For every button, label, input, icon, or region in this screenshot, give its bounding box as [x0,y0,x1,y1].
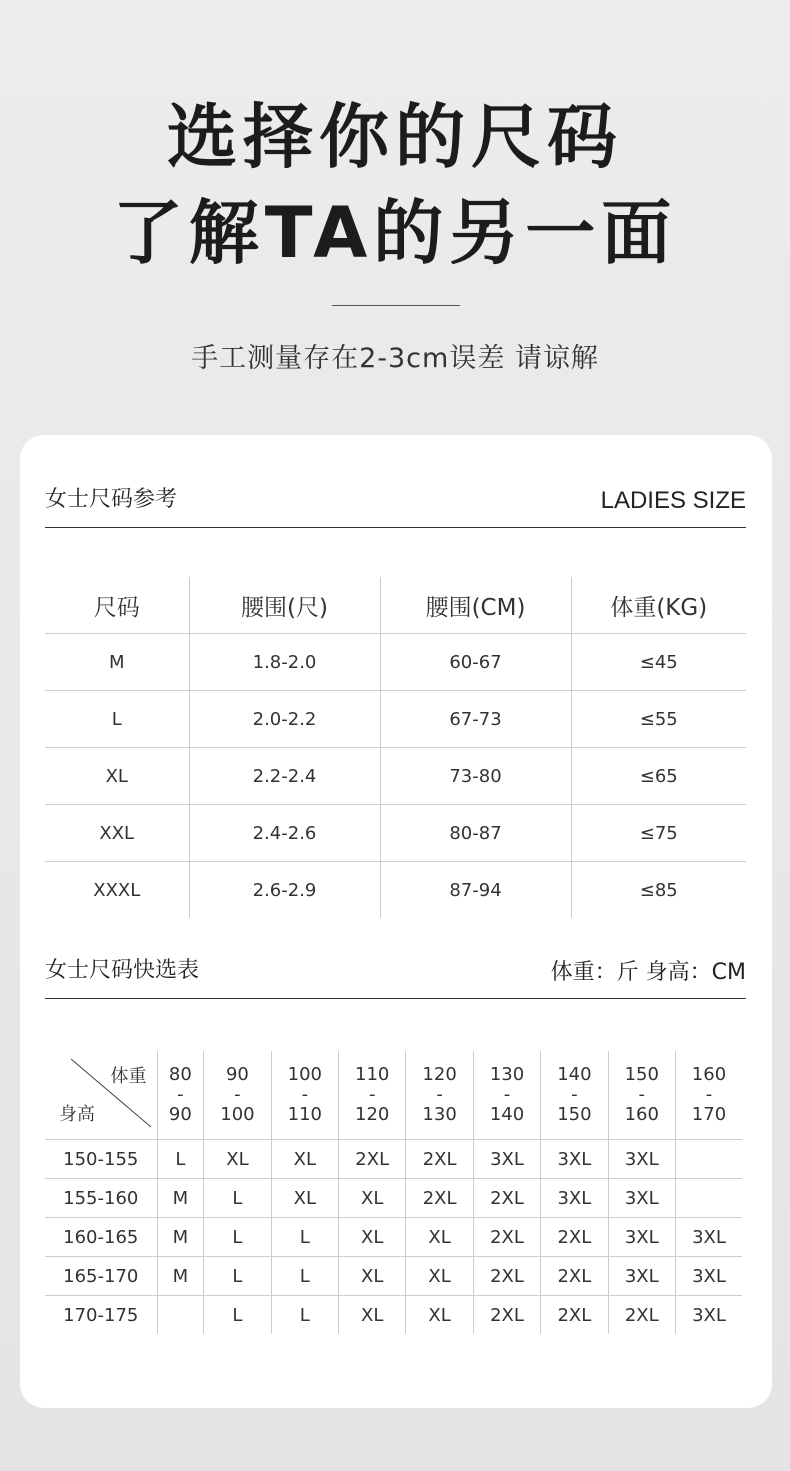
table-cell: ≤55 [571,691,746,748]
height-range-cell: 150-155 [45,1140,157,1179]
size-cell: 2XL [473,1179,540,1218]
table-cell: XXXL [45,862,189,919]
size-cell: XL [339,1257,406,1296]
section1-title-en: LADIES SIZE [600,487,746,514]
size-cell: 2XL [608,1296,675,1335]
section2-unit-note: 体重：斤 身高：CM [550,960,746,985]
weight-range-part: 110 [287,1104,322,1125]
corner-cell [45,1051,157,1140]
table-cell: 60-67 [380,634,571,691]
weight-range-header [541,1051,608,1140]
size-cell: 3XL [675,1257,742,1296]
size-cell: 2XL [473,1218,540,1257]
header-waist-cm: 腰围(CM) [380,577,571,634]
table-cell: 87-94 [380,862,571,919]
weight-range-part: 140 [489,1104,525,1125]
table-cell: L [45,691,189,748]
size-cell: M [157,1257,204,1296]
weight-range-header [339,1051,406,1140]
weight-range-part: 80 [168,1064,192,1085]
height-range-cell: 165-170 [45,1257,157,1296]
quick-select-table [45,1051,742,1334]
weight-range-part: 120 [355,1104,390,1125]
section1-header [45,487,746,528]
size-cell: L [271,1218,338,1257]
size-cell: 2XL [406,1140,473,1179]
table-cell: 73-80 [380,748,571,805]
table-cell: ≤85 [571,862,746,919]
table-row [45,691,746,748]
table-cell: 80-87 [380,805,571,862]
size-cell: XL [339,1218,406,1257]
size-cell: 3XL [675,1296,742,1335]
size-cell: 3XL [675,1218,742,1257]
weight-range-part: 160 [624,1104,659,1125]
size-cell: L [271,1257,338,1296]
weight-range-header [157,1051,204,1140]
table-row [45,1296,742,1335]
hero-title-line1: 选择你的尺码 [167,96,623,178]
weight-range-part: - [571,1084,578,1105]
size-cell: 2XL [473,1296,540,1335]
table-cell: ≤65 [571,748,746,805]
size-cell: L [204,1296,271,1335]
size-cell: 2XL [339,1140,406,1179]
weight-range-part: 160 [691,1064,727,1085]
hero-title-line2: 了解TA的另一面 [112,192,678,274]
weight-range-part: - [705,1084,713,1105]
table-row [45,634,746,691]
weight-range-header [675,1051,742,1140]
weight-range-part: 150 [624,1064,659,1085]
table-row [45,1218,742,1257]
weight-range-part: 130 [422,1104,457,1125]
size-cell: L [204,1179,271,1218]
size-cell: 2XL [541,1218,608,1257]
size-cell: 2XL [541,1257,608,1296]
size-cell: 3XL [608,1140,675,1179]
ladies-size-table [45,577,746,918]
size-cell: 3XL [608,1179,675,1218]
corner-height-label: 身高 [59,1104,95,1125]
weight-range-header [271,1051,338,1140]
height-range-cell: 155-160 [45,1179,157,1218]
size-cell: XL [406,1218,473,1257]
weight-range-header [473,1051,540,1140]
size-cell: L [271,1296,338,1335]
size-cell [675,1140,742,1179]
section2-title: 女士尺码快选表 [45,958,200,983]
size-cell: 3XL [541,1179,608,1218]
weight-range-header [608,1051,675,1140]
weight-range-part: 130 [489,1064,525,1085]
size-cell: 3XL [608,1218,675,1257]
table-cell: 2.0-2.2 [189,691,380,748]
size-cell: L [157,1140,204,1179]
table-row [45,1140,742,1179]
size-cell: XL [406,1296,473,1335]
size-cell: 2XL [473,1257,540,1296]
table-cell: ≤45 [571,634,746,691]
table-row [45,805,746,862]
size-cell: 3XL [541,1140,608,1179]
table-cell: 2.6-2.9 [189,862,380,919]
weight-range-header [406,1051,473,1140]
size-cell: XL [204,1140,271,1179]
size-cell: L [204,1218,271,1257]
weight-range-part: 100 [220,1104,255,1125]
table-cell: 2.4-2.6 [189,805,380,862]
weight-range-part: 170 [691,1104,727,1125]
table-cell: XXL [45,805,189,862]
table-cell: M [45,634,189,691]
weight-range-part: 90 [168,1104,192,1125]
weight-range-header [204,1051,271,1140]
weight-range-part: - [436,1084,443,1105]
header-size: 尺码 [45,577,189,634]
section1-title: 女士尺码参考 [45,487,178,512]
hero-subtitle: 手工测量存在2-3cm误差 请谅解 [191,343,599,374]
table-row [45,748,746,805]
table-cell: 67-73 [380,691,571,748]
size-cell: XL [406,1257,473,1296]
height-range-cell: 160-165 [45,1218,157,1257]
weight-range-part: 120 [422,1064,457,1085]
weight-range-part: - [177,1084,184,1105]
section2-header [45,958,746,999]
hero-divider [332,305,460,306]
table-row [45,1179,742,1218]
table-cell: 1.8-2.0 [189,634,380,691]
weight-range-part: - [368,1084,376,1105]
size-cell [157,1296,204,1335]
weight-range-part: - [301,1084,309,1105]
header-waist-chi: 腰围(尺) [189,577,380,634]
header-weight-kg: 体重(KG) [571,577,746,634]
size-card [20,435,772,1408]
quick-select-header-row [45,1051,742,1140]
corner-weight-label: 体重 [110,1066,147,1087]
size-cell: 3XL [473,1140,540,1179]
size-cell [675,1179,742,1218]
size-cell: 2XL [406,1179,473,1218]
weight-range-part: 150 [557,1104,592,1125]
weight-range-part: - [234,1084,241,1105]
weight-range-part: - [503,1084,511,1105]
table-cell: ≤75 [571,805,746,862]
height-range-cell: 170-175 [45,1296,157,1335]
size-cell: M [157,1218,204,1257]
table-cell: XL [45,748,189,805]
table-row [45,1257,742,1296]
table-row [45,862,746,919]
size-cell: XL [271,1179,338,1218]
size-cell: XL [339,1296,406,1335]
size-cell: M [157,1179,204,1218]
size-cell: XL [339,1179,406,1218]
table-cell: 2.2-2.4 [189,748,380,805]
size-cell: XL [271,1140,338,1179]
weight-range-part: 140 [557,1064,592,1085]
size-cell: 2XL [541,1296,608,1335]
weight-range-part: 110 [355,1064,390,1085]
weight-range-part: - [638,1084,646,1105]
size-cell: L [204,1257,271,1296]
weight-range-part: 100 [287,1064,322,1085]
size-cell: 3XL [608,1257,675,1296]
table-header-row [45,577,746,634]
weight-range-part: 90 [225,1064,249,1085]
